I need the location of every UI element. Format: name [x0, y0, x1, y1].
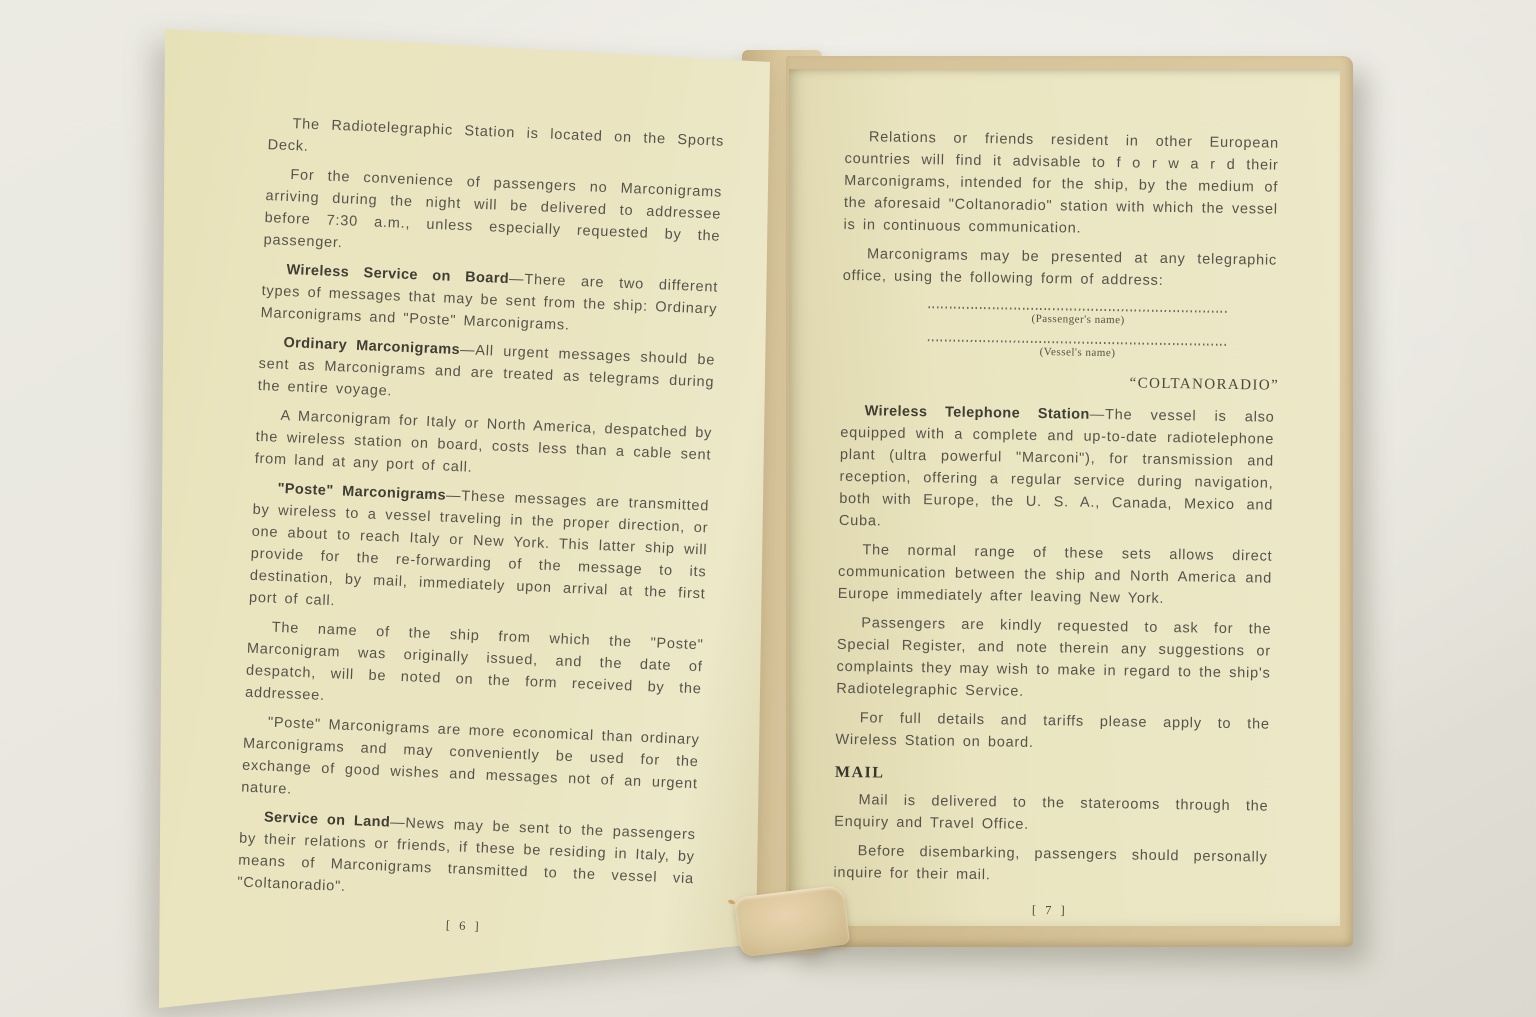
paragraph-text: —There are two different types of messages that may be sent from the ship: Ordinary Marconigrams and "Poste" Marconigrams.: [260, 271, 719, 334]
paragraph-text: —All urgent messages should be sent as Marconigrams and are treated as telegrams during the entire voyage.: [257, 342, 716, 400]
paragraph-text: —These messages are transmitted by wireless to a vessel traveling in the proper direction, or one about to reach Italy or New York. This latter ship will provide for the re-forwarding of the message to its destination, by mail, immediately upon arrival at the first port of call.: [248, 487, 710, 610]
address-form: [927, 306, 1280, 394]
right-page: [789, 69, 1340, 926]
paragraph-text: "Poste" Marconigrams are more economical than ordinary Marconigrams and may conveniently be used for the exchange of good wishes and messages not of an urgent nature.: [240, 714, 700, 798]
paragraph-wireless-service-on-board: [260, 258, 718, 343]
paragraph-text: A Marconigram for Italy or North America, despatched by the wireless station on board, costs less than a cable sent from land at any port of call.: [254, 407, 713, 476]
paragraph-text: —News may be sent to the passengers by their relations or friends, if these be residing in Italy, by means of Marconigrams transmitted to the vessel via "Coltanoradio".: [237, 814, 696, 895]
page-number-left: [ 6 ]: [445, 918, 482, 934]
paragraph-text: Relations or friends resident in other European countries will find it advisable to f o r w a r d their Marconigrams, intended for the ship, by the medium of the aforesaid "Coltanoradio" station with which the vessel is in continuous communication.: [843, 129, 1280, 237]
paragraph-wireless-telephone-station: [839, 400, 1275, 539]
page-number-right: [ 7 ]: [1031, 902, 1068, 918]
paragraph-text: —The vessel is also equipped with a complete and up-to-date radiotelephone plant (ultra powerful "Marconi"), for transmission and reception, offering a regular service during navigation, both with Europe, the U. S. A., Canada, Mexico and Cuba.: [838, 406, 1275, 530]
paragraph-mail-delivery: [834, 789, 1269, 840]
paragraph-text: For the convenience of passengers no Marconigrams arriving during the night will be delivered to addressee before 7:30 a.m., unless especially requested by the passenger.: [263, 167, 723, 252]
paragraph-ship-name-noted: [245, 616, 704, 723]
passenger-name-label: (Passenger's name): [1031, 312, 1125, 327]
right-page-text: [776, 69, 1340, 923]
paragraph-lead: Service on Land: [263, 809, 391, 831]
paragraph-form-of-address: [843, 243, 1278, 294]
vessel-name-line: [928, 339, 1228, 361]
paragraph-lead: Wireless Telephone Station: [864, 403, 1090, 423]
paragraph-normal-range: [838, 539, 1273, 612]
paragraph-text: Marconigrams may be presented at any telegraphic office, using the following form of address:: [842, 246, 1278, 289]
paragraph-poste-marconigrams: [249, 477, 710, 628]
booklet-cover: [786, 56, 1353, 947]
paragraph-ordinary-marconigrams: [257, 331, 715, 416]
paragraph-text: Passengers are kindly requested to ask for the Special Register, and note therein any suggestions or complaints they may wish to make in regard to the ship's Radiotelegraphic Service.: [836, 615, 1272, 700]
paragraph-poste-economical: [241, 711, 700, 818]
left-page-text: [94, 24, 778, 945]
paragraph-tariffs: [835, 707, 1270, 758]
left-page: [130, 26, 778, 1012]
paragraph-text: The name of the ship from which the "Poste" Marconigram was originally issued, and the date of despatch, will be noted on the form received by the addressee.: [244, 619, 704, 704]
station-name: “COLTANORADIO”: [1129, 375, 1280, 394]
passenger-name-line: [928, 306, 1228, 328]
paragraph-marconigram-cost: [254, 404, 712, 489]
paragraph-lead: "Poste" Marconigrams: [277, 480, 447, 504]
paragraph-special-register: [836, 612, 1271, 707]
paragraph-text: For full details and tariffs please apply to the Wireless Station on board.: [835, 710, 1270, 751]
paragraph-lead: Wireless Service on Board: [286, 261, 510, 288]
mail-section-heading: MAIL: [834, 763, 885, 782]
paragraph-text: Before disembarking, passengers should personally inquire for their mail.: [833, 843, 1268, 884]
paragraph-lead: Ordinary Marconigrams: [283, 334, 461, 359]
paragraph-european-relations: [843, 126, 1279, 243]
vessel-name-label: (Vessel's name): [1039, 345, 1116, 360]
paragraph-text: The normal range of these sets allows direct communication between the ship and North America and Europe immediately after leaving New York.: [837, 542, 1273, 607]
paragraph-disembarking-mail: [833, 840, 1268, 891]
paragraph-service-on-land: [237, 806, 696, 913]
paragraph-text: Mail is delivered to the staterooms through the Enquiry and Travel Office.: [834, 792, 1269, 833]
paragraph-night-delivery: [263, 163, 722, 270]
paragraph-text: The Radiotelegraphic Station is located on the Sports Deck.: [267, 116, 725, 155]
